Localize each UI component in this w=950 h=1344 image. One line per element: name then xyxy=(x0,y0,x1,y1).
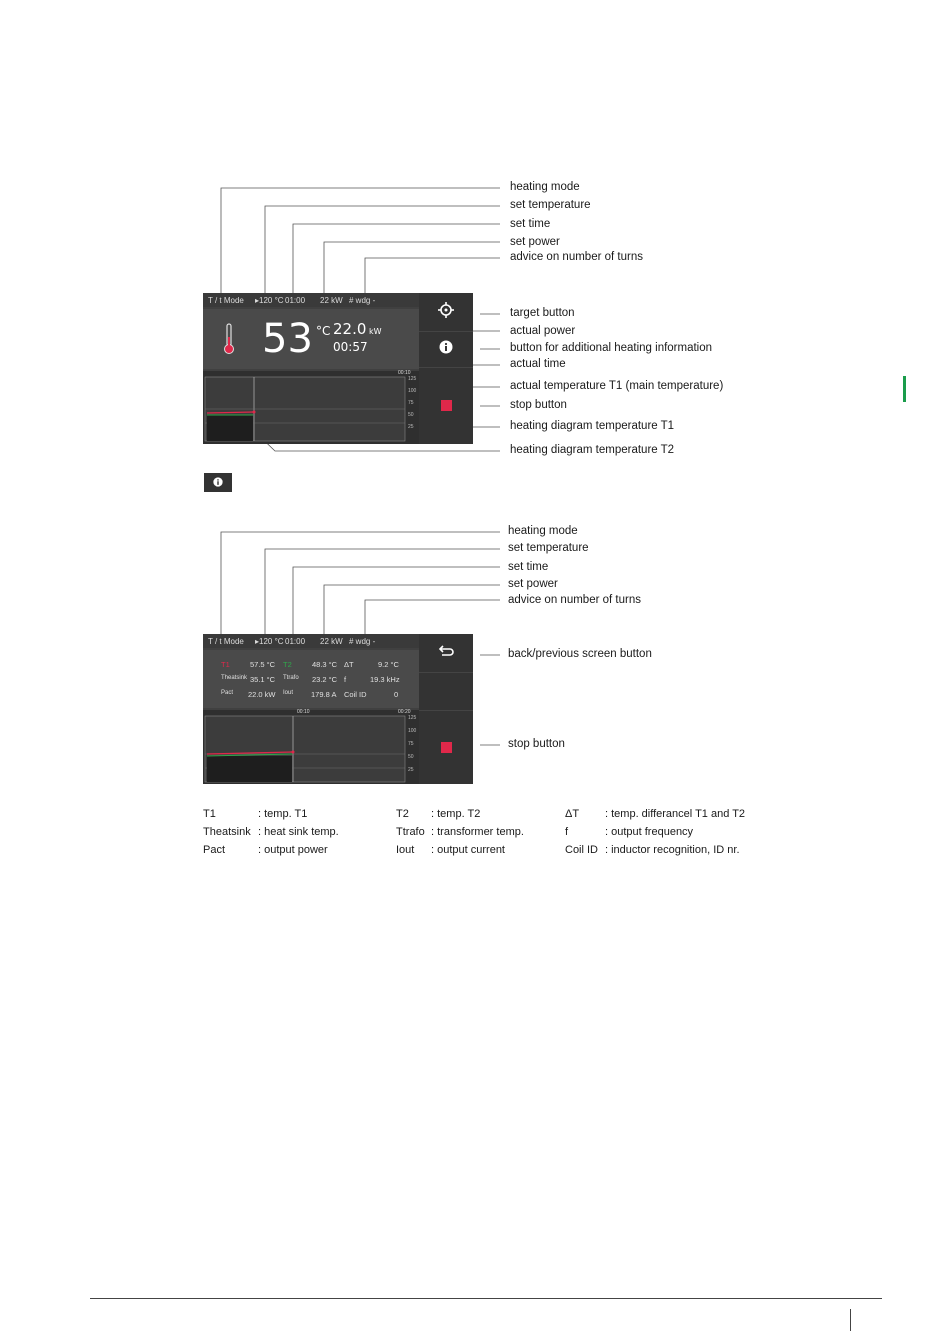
legend-term: Pact xyxy=(203,844,226,856)
chart-time-label: 00:10 xyxy=(297,709,310,715)
stop-button[interactable] xyxy=(419,710,473,784)
legend-desc: : transformer temp. xyxy=(431,826,524,838)
info-button-sample xyxy=(204,473,232,492)
label-coil-id: Coil ID xyxy=(344,690,367,699)
legend-desc: : output frequency xyxy=(605,826,694,838)
y-tick: 125 xyxy=(408,376,417,382)
legend-term: T1 xyxy=(203,808,216,820)
y-tick: 100 xyxy=(408,728,417,734)
value-t2: 48.3 °C xyxy=(312,660,338,669)
callout-diagram-t1: heating diagram temperature T1 xyxy=(510,420,675,432)
legend-term: T2 xyxy=(396,808,409,820)
heating-diagram xyxy=(203,710,419,784)
abbreviation-legend xyxy=(203,808,783,868)
legend-term: f xyxy=(565,826,569,838)
value-ttrafo: 23.2 °C xyxy=(312,675,338,684)
info-button[interactable] xyxy=(419,331,473,368)
value-frequency: 19.3 kHz xyxy=(370,675,400,684)
turns-advice: # wdg - xyxy=(349,296,376,305)
target-icon xyxy=(438,302,454,323)
temperature-unit: °C xyxy=(316,324,331,338)
legend-desc: : output current xyxy=(431,844,505,856)
y-tick: 75 xyxy=(408,741,414,747)
back-arrow-icon xyxy=(438,644,454,662)
legend-desc: : temp. differancel T1 and T2 xyxy=(605,808,746,820)
legend-desc: : temp. T2 xyxy=(431,808,481,820)
callout-set-temperature: set temperature xyxy=(508,542,589,554)
set-time: 01:00 xyxy=(285,637,306,646)
y-tick: 100 xyxy=(408,388,417,394)
heating-screen-1 xyxy=(203,293,473,444)
callout-actual-temperature: actual temperature T1 (main temperature) xyxy=(510,380,724,392)
legend-desc: : temp. T1 xyxy=(258,808,308,820)
value-theatsink: 35.1 °C xyxy=(250,675,276,684)
empty-slot xyxy=(419,672,473,711)
callout-turns-advice: advice on number of turns xyxy=(508,594,641,606)
legend-term: Theatsink xyxy=(203,826,251,838)
label-ttrafo: Ttrafo xyxy=(283,675,299,681)
set-power: 22 kW xyxy=(320,296,343,305)
heating-mode: T / t Mode xyxy=(208,637,244,646)
label-frequency: f xyxy=(344,675,347,684)
label-delta-t: ΔT xyxy=(344,660,354,669)
legend-term: ΔT xyxy=(565,808,580,820)
stop-icon xyxy=(441,742,452,753)
value-t1: 57.5 °C xyxy=(250,660,276,669)
callout-stop-button: stop button xyxy=(510,399,567,411)
heating-diagram xyxy=(203,371,419,444)
callout-actual-power: actual power xyxy=(510,325,576,337)
callout-set-power: set power xyxy=(510,236,560,248)
back-button[interactable] xyxy=(419,634,473,673)
callout-actual-time: actual time xyxy=(510,358,566,370)
actual-temperature: 53 xyxy=(262,316,313,362)
info-table xyxy=(203,650,419,708)
callout-set-time: set time xyxy=(510,218,551,230)
legend-term: Coil ID xyxy=(565,844,599,856)
footer-tick xyxy=(850,1309,851,1331)
label-pact: Pact xyxy=(221,690,234,696)
stop-button[interactable] xyxy=(419,367,473,444)
y-tick: 75 xyxy=(408,400,414,406)
value-pact: 22.0 kW xyxy=(248,690,276,699)
label-t2: T2 xyxy=(283,660,292,669)
legend-term: Iout xyxy=(396,844,415,856)
value-iout: 179.8 A xyxy=(311,690,337,699)
actual-power: 22.0 xyxy=(333,320,367,338)
set-time: 01:00 xyxy=(285,296,306,305)
side-panel xyxy=(419,634,473,784)
callout-set-power: set power xyxy=(508,578,558,590)
heating-mode: T / t Mode xyxy=(208,296,244,305)
set-temperature: ▸120 °C xyxy=(255,296,284,305)
heating-info-screen xyxy=(203,634,473,784)
legend-desc: : heat sink temp. xyxy=(258,826,339,838)
power-unit: kW xyxy=(369,327,382,336)
target-button[interactable] xyxy=(419,293,473,332)
callout-stop-button: stop button xyxy=(508,738,565,750)
y-tick: 50 xyxy=(408,754,414,760)
value-delta-t: 9.2 °C xyxy=(378,660,399,669)
side-panel xyxy=(419,293,473,444)
legend-desc: : inductor recognition, ID nr. xyxy=(605,844,740,856)
callout-set-time: set time xyxy=(508,561,549,573)
y-tick: 50 xyxy=(408,412,414,418)
label-theatsink: Theatsink xyxy=(221,675,248,681)
callout-info-button: button for additional heating information xyxy=(510,342,713,354)
section-marker xyxy=(903,376,906,402)
chart-time-label: 00:20 xyxy=(398,709,411,715)
callout-back-button: back/previous screen button xyxy=(508,648,652,660)
callout-heating-mode: heating mode xyxy=(510,181,580,193)
callout-set-temperature: set temperature xyxy=(510,199,591,211)
footer-rule xyxy=(90,1298,882,1299)
chart-time-label: 00:10 xyxy=(398,370,411,376)
set-temperature: ▸120 °C xyxy=(255,637,284,646)
label-iout: Iout xyxy=(283,690,294,696)
y-tick: 25 xyxy=(408,424,414,430)
legend-term: Ttrafo xyxy=(396,826,425,838)
label-t1: T1 xyxy=(221,660,230,669)
callout-heating-mode: heating mode xyxy=(508,525,578,537)
value-coil-id: 0 xyxy=(394,690,399,699)
legend-desc: : output power xyxy=(258,844,328,856)
thermometer-icon xyxy=(223,323,235,360)
y-tick: 25 xyxy=(408,767,414,773)
callout-turns-advice: advice on number of turns xyxy=(510,251,643,263)
actual-time: 00:57 xyxy=(333,340,368,354)
set-power: 22 kW xyxy=(320,637,343,646)
stop-icon xyxy=(441,400,452,411)
callout-diagram-t2: heating diagram temperature T2 xyxy=(510,444,675,456)
turns-advice: # wdg - xyxy=(349,637,376,646)
callout-target-button: target button xyxy=(510,307,575,319)
info-icon xyxy=(439,340,453,359)
info-icon xyxy=(213,474,223,492)
y-tick: 125 xyxy=(408,715,417,721)
